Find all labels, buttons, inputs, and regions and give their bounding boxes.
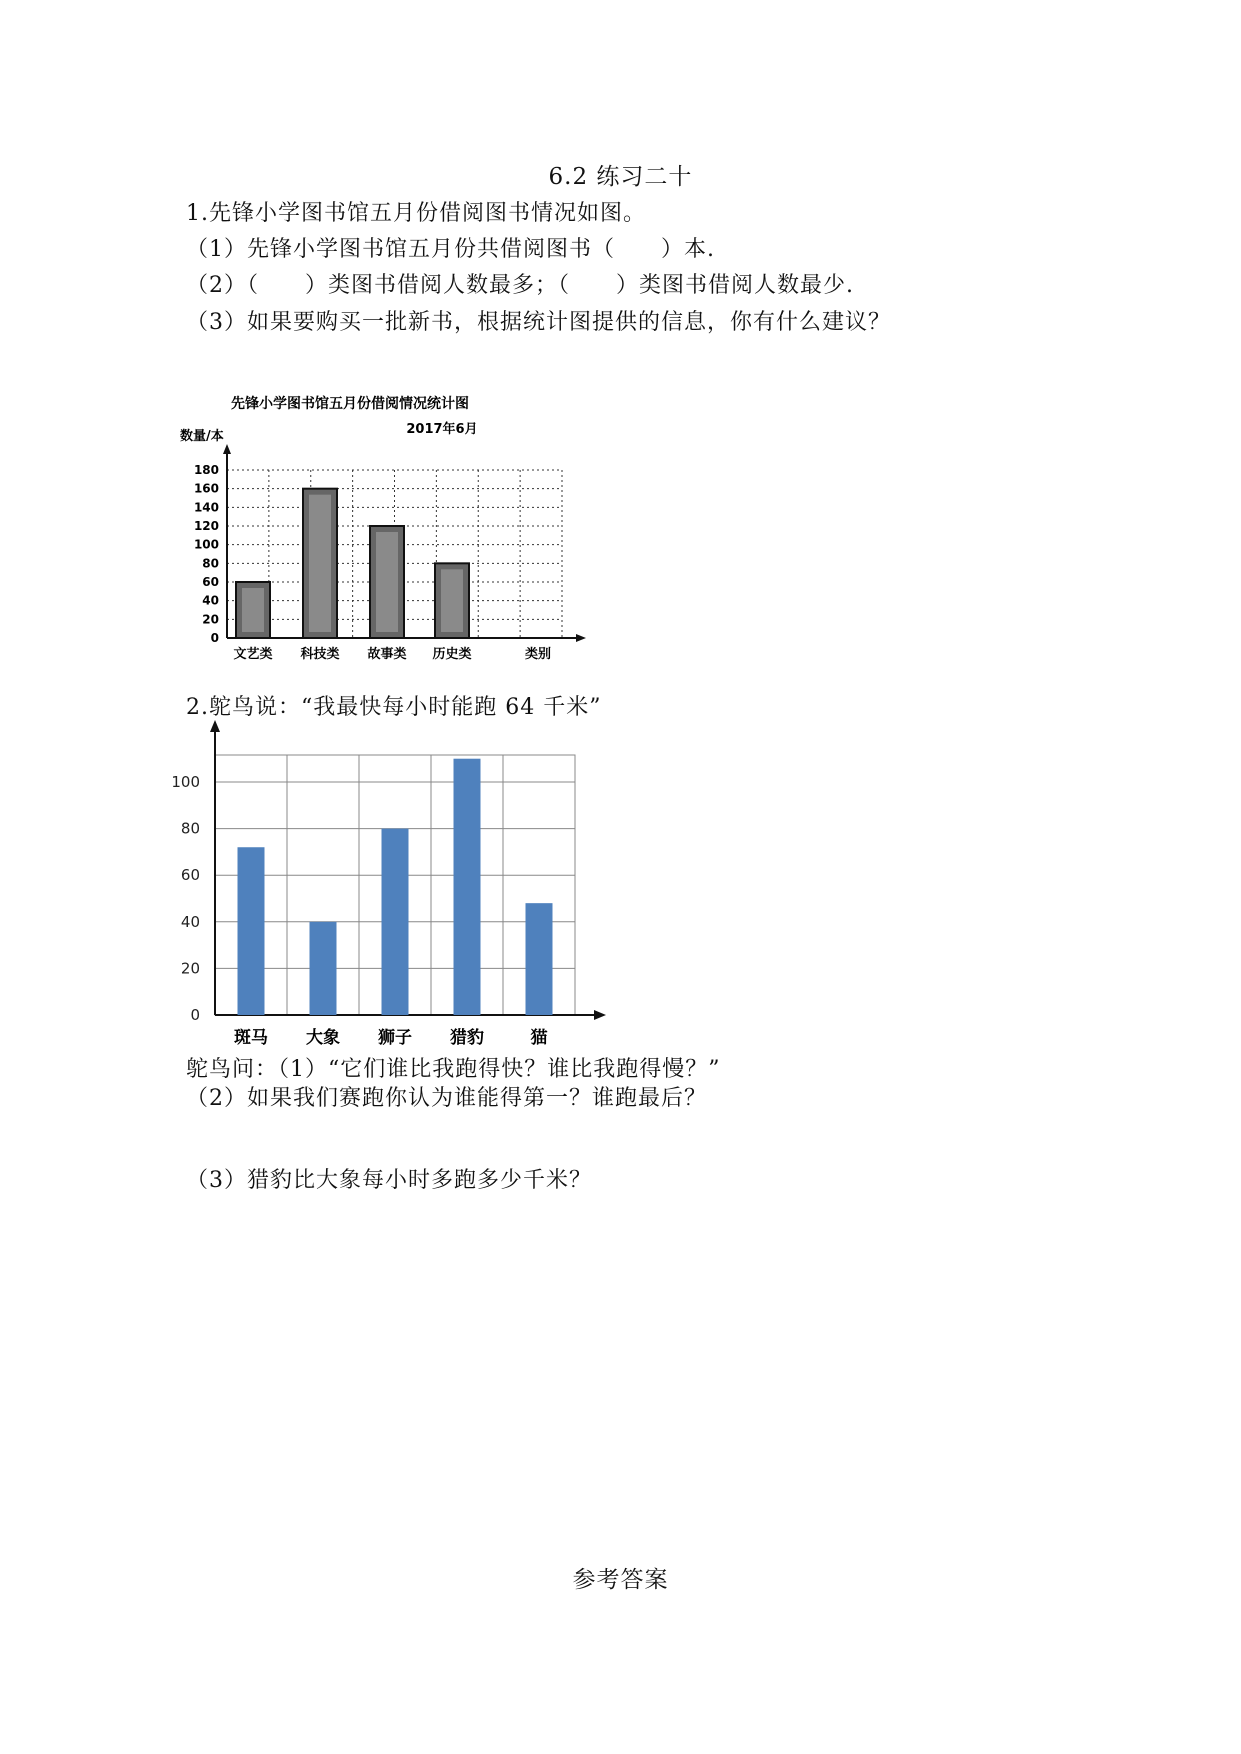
library-borrowing-chart xyxy=(180,370,620,670)
question-1-stem: 1.先锋小学图书馆五月份借阅图书情况如图。 xyxy=(186,201,646,226)
bar xyxy=(238,847,265,1015)
y-tick-label: 120 xyxy=(193,519,219,533)
y-tick-label: 60 xyxy=(202,575,219,589)
chart-title: 先锋小学图书馆五月份借阅情况统计图 xyxy=(231,396,469,412)
x-tick-label: 猎豹 xyxy=(450,1028,484,1048)
question-1-part-2: （2）（ ）类图书借阅人数最多；（ ）类图书借阅人数最少. xyxy=(186,273,854,298)
bar xyxy=(526,903,553,1015)
y-tick-label: 180 xyxy=(193,463,219,477)
y-tick-label: 0 xyxy=(190,1006,200,1024)
bar xyxy=(454,759,481,1015)
question-1-part-3: （3）如果要购买一批新书，根据统计图提供的信息，你有什么建议？ xyxy=(186,310,891,335)
chart-subtitle: 2017年6月 xyxy=(406,422,478,437)
bar xyxy=(310,922,337,1015)
x-axis-arrow xyxy=(594,1010,606,1020)
y-axis-arrow xyxy=(210,720,220,732)
y-tick-label: 160 xyxy=(193,481,219,496)
y-tick-label: 20 xyxy=(202,612,219,627)
x-tick-label: 文艺类 xyxy=(233,647,273,662)
y-tick-label: 80 xyxy=(180,819,200,838)
y-tick-label: 40 xyxy=(202,593,219,608)
bar-highlight xyxy=(441,569,463,632)
y-axis-arrow xyxy=(223,444,231,454)
y-tick-label: 40 xyxy=(180,912,200,931)
x-axis-label: 类别 xyxy=(525,647,552,662)
question-2-stem: 2.鸵鸟说：“我最快每小时能跑 64 千米” xyxy=(186,695,602,720)
y-tick-label: 60 xyxy=(180,866,200,885)
animal-speed-chart xyxy=(171,720,620,1060)
bar-highlight xyxy=(376,532,398,632)
page-title: 6.2 练习二十 xyxy=(548,164,693,190)
x-tick-label: 大象 xyxy=(306,1028,340,1048)
y-tick-label: 140 xyxy=(193,500,219,515)
x-tick-label: 科技类 xyxy=(300,647,340,662)
bar-highlight xyxy=(242,588,264,632)
question-1-part-1: （1）先锋小学图书馆五月份共借阅图书（ ）本. xyxy=(186,237,715,262)
answer-heading: 参考答案 xyxy=(572,1567,669,1593)
question-2-part-2: （2）如果我们赛跑你认为谁能得第一？谁跑最后？ xyxy=(186,1086,707,1111)
bar xyxy=(382,829,409,1015)
x-tick-label: 斑马 xyxy=(234,1028,268,1048)
y-tick-label: 100 xyxy=(171,773,200,791)
x-axis-arrow xyxy=(576,634,586,642)
x-tick-label: 历史类 xyxy=(432,647,472,662)
y-tick-label: 100 xyxy=(193,537,219,552)
bar-highlight xyxy=(309,495,331,632)
x-tick-label: 猫 xyxy=(530,1028,548,1048)
y-tick-label: 80 xyxy=(202,556,219,571)
x-tick-label: 狮子 xyxy=(378,1028,412,1048)
question-2-part-3: （3）猎豹比大象每小时多跑多少千米？ xyxy=(186,1168,592,1193)
y-axis-label: 数量/本 xyxy=(180,429,224,444)
x-tick-label: 故事类 xyxy=(367,647,407,662)
question-2-ask: 鸵鸟问：（1）“它们谁比我跑得快？谁比我跑得慢？” xyxy=(186,1057,721,1082)
y-tick-label: 20 xyxy=(180,959,200,978)
y-tick-label: 0 xyxy=(210,631,219,645)
